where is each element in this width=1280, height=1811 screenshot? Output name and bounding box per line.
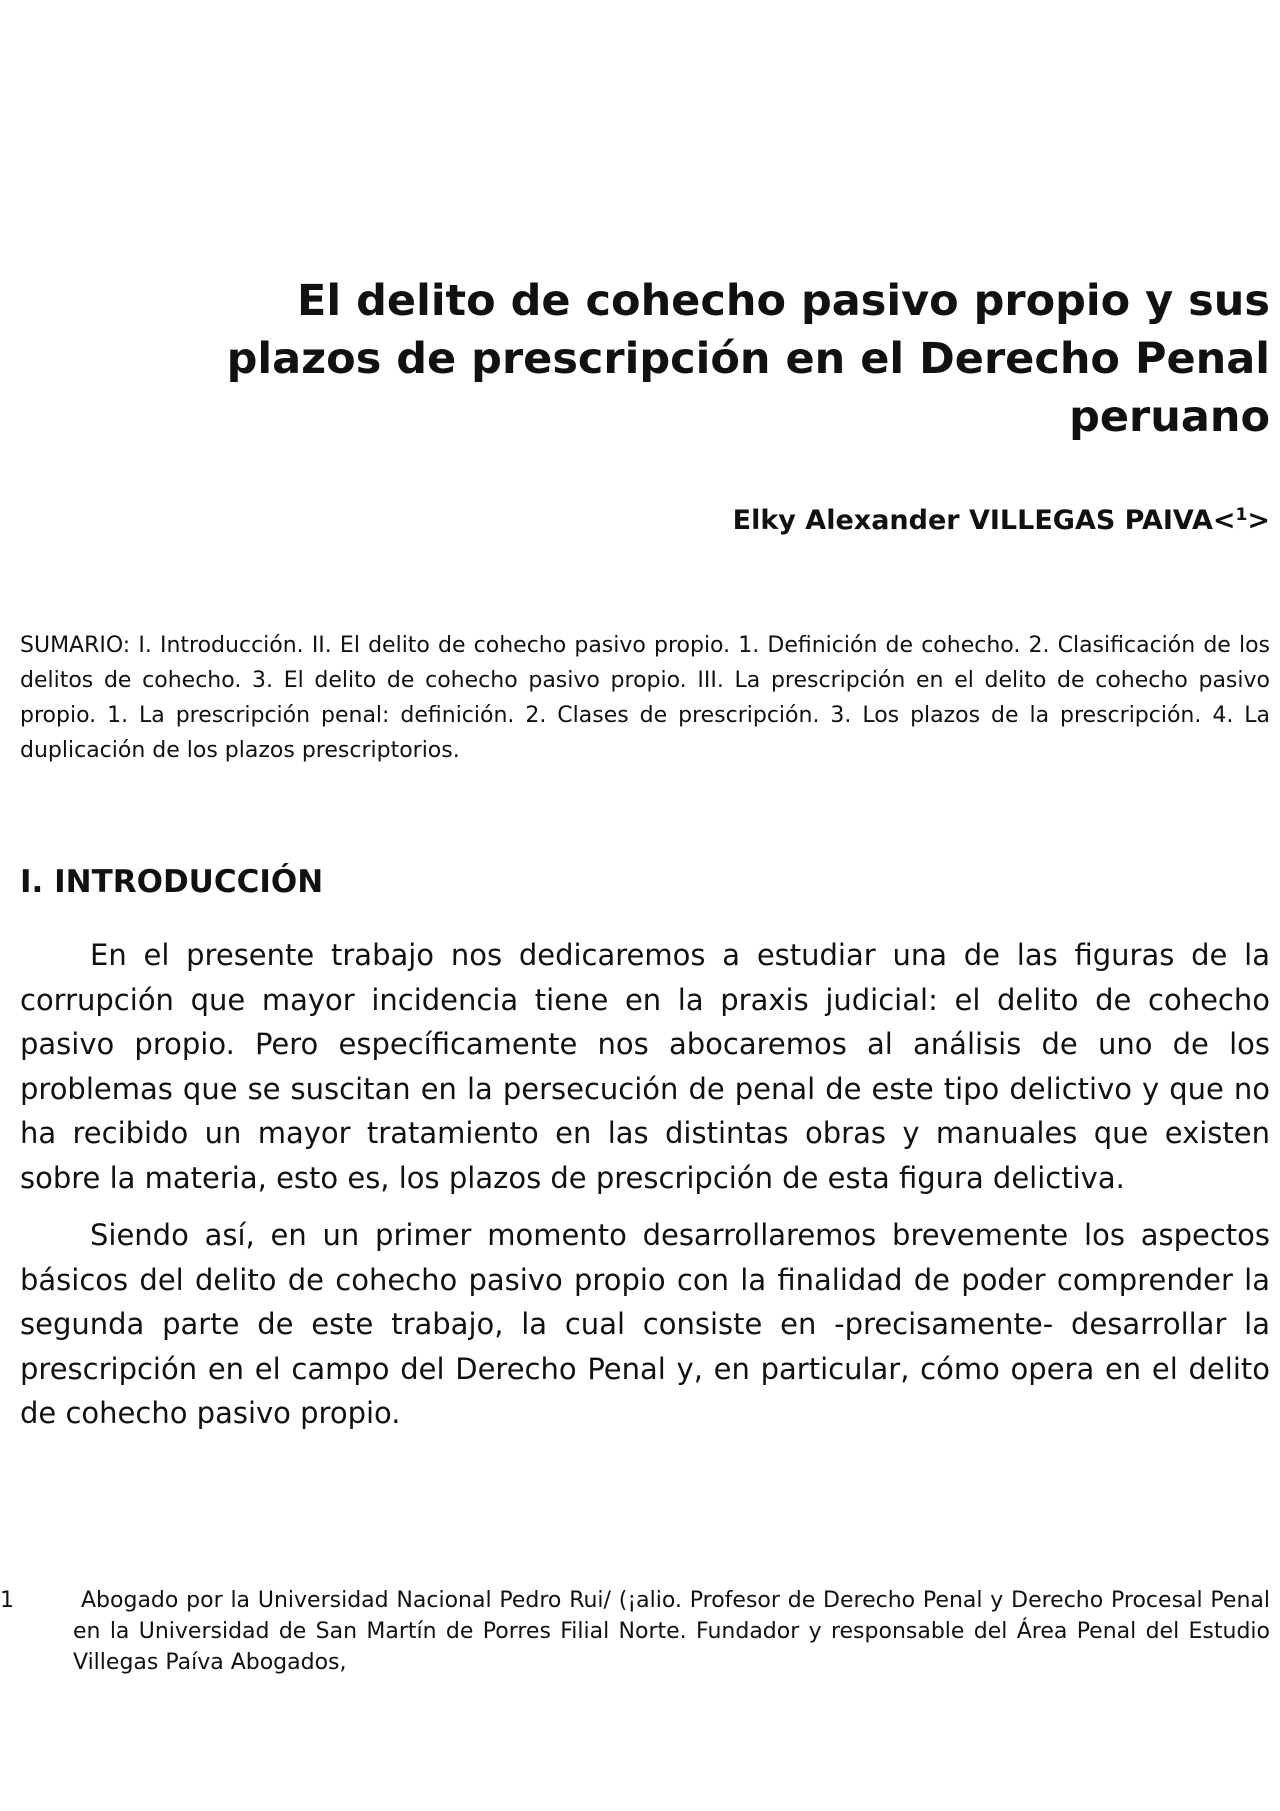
document-title	[200, 272, 1270, 446]
title-line-1: El delito de cohecho pasivo propio y sus	[297, 276, 1270, 326]
body-paragraph-1: En el presente trabajo nos dedicaremos a estudiar una de las figuras de la corrupción que mayor incidencia tiene en la praxis judicial: el delito de cohecho pasivo propio. Pero específicamente nos abocaremos al análisis de uno de los problemas que se suscitan en la persecución de penal de este tipo delictivo y que no ha recibido un mayor tratamiento en las distintas obras y manuales que existen sobre la materia, esto es, los plazos de prescripción de esta figura delictiva.	[20, 938, 1270, 1195]
title-line-2: plazos de prescripción en el Derecho Penal	[226, 334, 1270, 384]
section-heading: I. INTRODUCCIÓN	[20, 864, 324, 900]
author-footnote-ref: 1	[1235, 505, 1248, 525]
section-body	[20, 933, 1270, 1449]
body-paragraph-2: Siendo así, en un primer momento desarrollaremos brevemente los aspectos básicos del delito de cohecho pasivo propio con la finalidad de poder comprender la segunda parte de este trabajo, la cual consiste en -precisamente- desarrollar la prescripción en el campo del Derecho Penal y, en particular, cómo opera en el delito de cohecho pasivo propio.	[20, 1218, 1270, 1430]
footnote-number: 1	[0, 1588, 14, 1613]
author-name: Elky Alexander VILLEGAS PAIVA<	[732, 505, 1236, 536]
summary-paragraph: SUMARIO: I. Introducción. II. El delito de cohecho pasivo propio. 1. Definición de cohecho. 2. Clasificación de los delitos de cohecho. 3. El delito de cohecho pasivo propio. III. La prescripción en el delito de cohecho pasivo propio. 1. La prescripción penal: definición. 2. Clases de prescripción. 3. Los plazos de la prescripción. 4. La duplicación de los plazos prescriptorios.	[20, 633, 1270, 763]
footnote-text: Abogado por la Universidad Nacional Pedro Rui/ (¡alio. Profesor de Derecho Penal y Derecho Procesal Penal en la Universidad de San Martín de Porres Filial Norte. Fundador y responsable del Área Penal del Estudio Villegas Paíva Abogados,	[73, 1588, 1270, 1675]
author-suffix: >	[1247, 505, 1270, 536]
author-line	[400, 504, 1270, 538]
title-line-3: peruano	[1069, 392, 1270, 442]
